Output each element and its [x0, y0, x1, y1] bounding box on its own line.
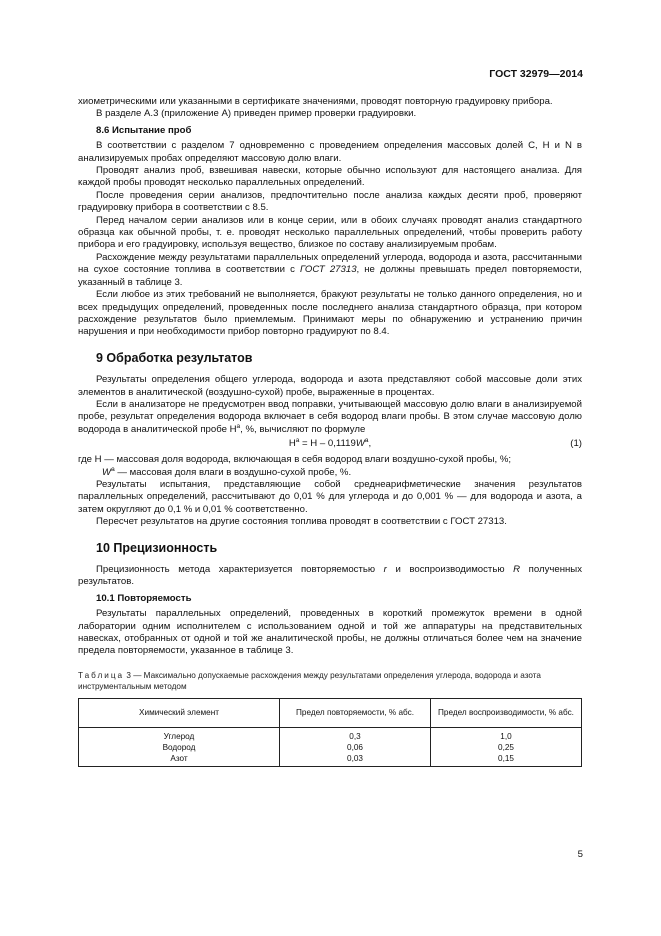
- column-header: Предел воспроизводимости, % абс.: [431, 698, 582, 727]
- paragraph: Результаты испытания, представляющие собой среднеарифметические значения результатов параллельных определений, рассчитывают до 0,01 % для углерода и до 0,001 % — для водорода и азота, а затем округляют до 0,1 % и 0,01 % соответственно.: [78, 478, 582, 515]
- table-cell: Углерод: [79, 727, 280, 742]
- table-cell: Водород: [79, 742, 280, 753]
- table-row: [79, 753, 582, 767]
- table-cell: 0,06: [280, 742, 431, 753]
- paragraph: В соответствии с разделом 7 одновременно с проведением определения массовых долей С, Н и N в анализируемых пробах определяют массовую долю влаги.: [78, 140, 582, 164]
- document-id-header: ГОСТ 32979—2014: [489, 68, 583, 80]
- section-heading-9: 9 Обработка результатов: [96, 350, 253, 365]
- continuation-paragraph: хиометрическими или указанными в сертификате значениями, проводят повторную градуировку прибора.: [78, 96, 553, 107]
- paragraph: Расхождение между результатами параллельных определений углерода, водорода и азота, рассчитанными на сухое состояние топлива в соответствии с ГОСТ 27313, не должны превышать предел повторяемости, указанный в таблице 3.: [78, 251, 582, 288]
- paragraph: После проведения серии анализов, предпочтительно после анализа каждых десяти проб, проверяют градуировку прибора в соответствии с 8.5.: [78, 189, 582, 214]
- paragraph: Результаты определения общего углерода, водорода и азота представляют собой массовые доли этих элементов в аналитической (воздушно-сухой) пробе, выраженные в процентах.: [78, 374, 582, 398]
- table-header-row: [79, 698, 582, 727]
- paragraph: Результаты параллельных определений, проведенных в короткий промежуток времени в одной лаборатории одним исполнителем с использованием одной и той же аппаратуры на представительных навесках, отобранных от одной и той же аналитической пробы, не должны отличаться более чем на значение предела повторяемости, указанное в таблице 3.: [78, 608, 582, 657]
- formula-legend: где Н — массовая доля водорода, включающая в себя водород влаги воздушно-сухой пробы, %;: [78, 454, 512, 466]
- paragraph: Если в анализаторе не предусмотрен ввод поправки, учитывающей массовую долю влаги в анализируемой пробе, результат определения водорода включает в себя водород влаги пробы. В этом случае массовую долю водорода в аналитической пробе $Н^а$, %, вычисляют по формуле: [78, 398, 582, 435]
- paragraph: Проводят анализ проб, взвешивая навески, которые обычно используют для настоящего анализа. Для каждой пробы проводят несколько параллельных определений.: [78, 165, 582, 189]
- table-caption: Таблица 3 — Максимально допускаемые расхождения между результатами определения углерода, водорода и азота инструментальным методом: [78, 670, 541, 691]
- page-number: 5: [577, 849, 583, 860]
- table-cell: 0,25: [431, 742, 582, 753]
- section-heading-10: 10 Прецизионность: [96, 540, 218, 555]
- subsection-heading-10-1: 10.1 Повторяемость: [96, 592, 192, 604]
- formula-legend: $W^а$ — массовая доля влаги в воздушно-сухой пробе, %.: [102, 465, 352, 478]
- paragraph: Прецизионность метода характеризуется повторяемостью r и воспроизводимостью R полученных результатов.: [78, 564, 582, 588]
- table-3: [78, 698, 582, 767]
- standard-reference: ГОСТ 27313: [299, 264, 357, 276]
- column-header: Предел повторяемости, % абс.: [280, 698, 431, 727]
- paragraph: Перед началом серии анализов или в конце серии, или в обоих случаях проводят анализ стандартного образца как обычной пробы, т. е. проводят несколько параллельных определений, чтобы проверить работу прибора и его градуировку, используя вещество, близкое по составу анализируемым пробам.: [78, 214, 582, 251]
- subsection-heading-8-6: 8.6 Испытание проб: [96, 124, 192, 136]
- column-header: Химический элемент: [79, 698, 280, 727]
- table-cell: 0,03: [280, 753, 431, 767]
- table-row: [79, 727, 582, 742]
- paragraph: Пересчет результатов на другие состояния топлива проводят в соответствии с ГОСТ 27313.: [96, 516, 507, 528]
- table-cell: 0,3: [280, 727, 431, 742]
- document-body: [78, 96, 582, 767]
- table-cell: Азот: [79, 753, 280, 767]
- table-row: [79, 742, 582, 753]
- table-cell: 0,15: [431, 753, 582, 767]
- paragraph: В разделе А.3 (приложение А) приведен пример проверки градуировки.: [96, 108, 417, 120]
- formula-1: $Н^а = Н - 0,1119W^а$, (1): [288, 436, 582, 450]
- formula-number: (1): [570, 438, 582, 450]
- table-cell: 1,0: [431, 727, 582, 742]
- paragraph: Если любое из этих требований не выполняется, бракуют результаты не только данного определения, но и всех предыдущих определений, проведенных после последнего анализа стандартного образца, при котором расхождение результатов было приемлемым. Принимают меры по обнаружению и устранению причин нарушения и при необходимости прибор повторно градуируют по 8.4.: [78, 289, 582, 338]
